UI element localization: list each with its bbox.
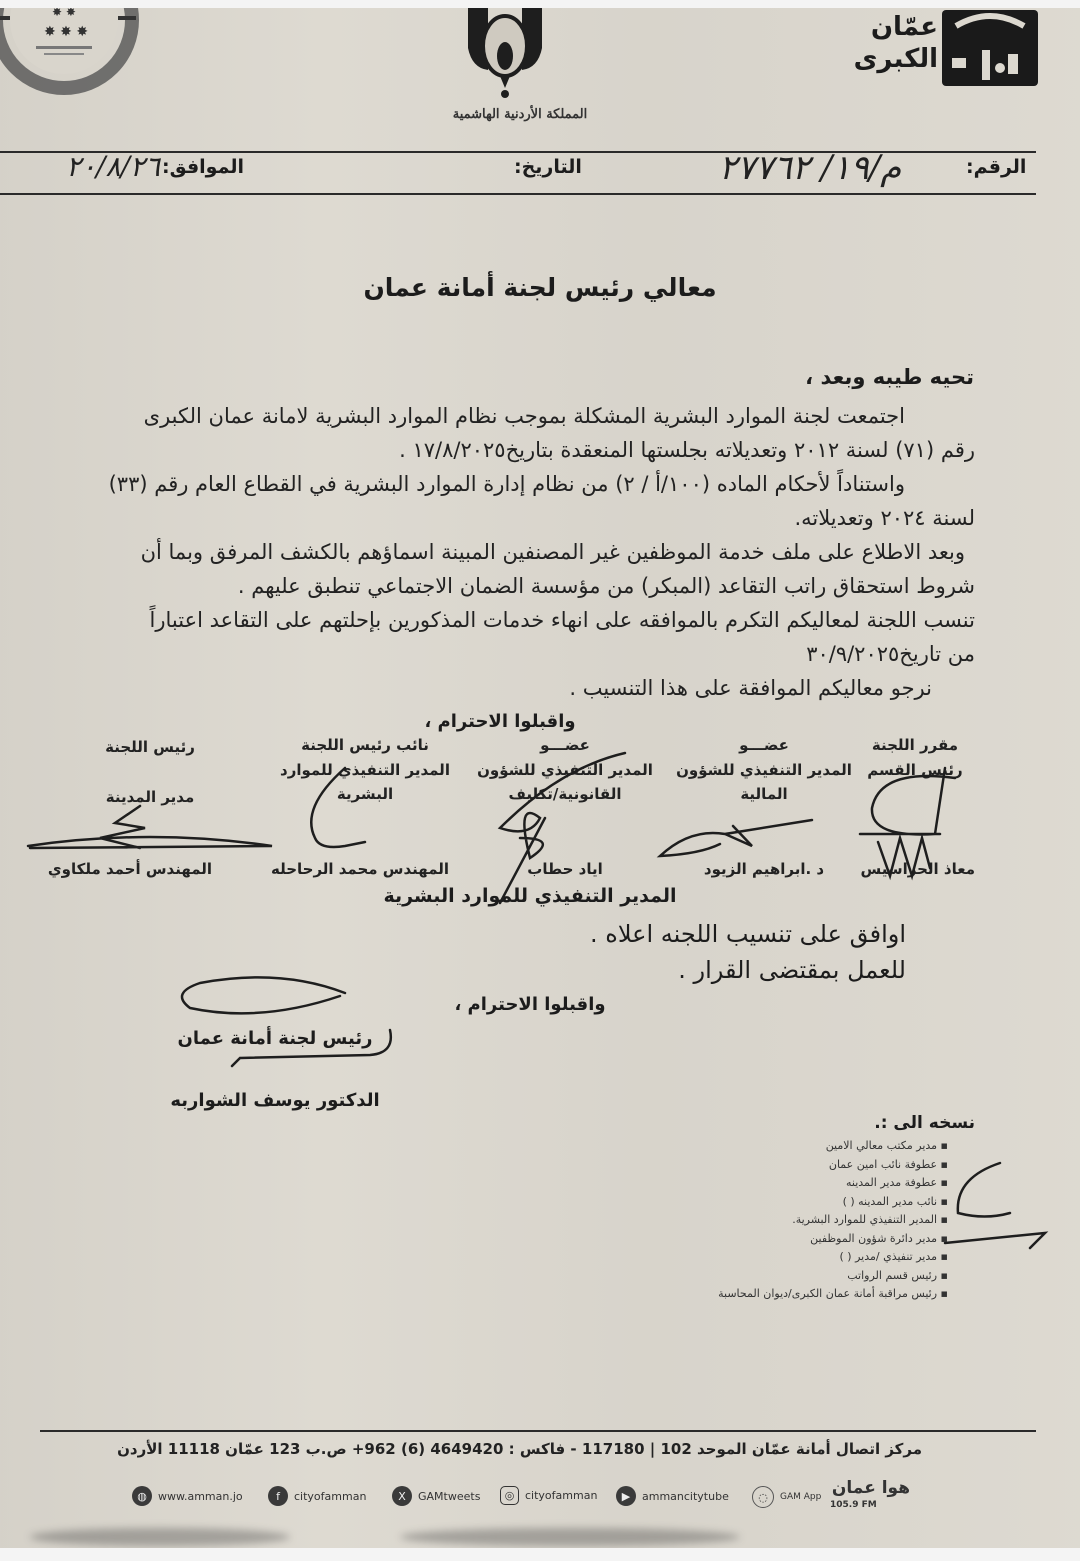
gam-logo <box>942 10 1038 86</box>
ref-number-value: م/١٩/ ٢٧٧٦٢ <box>718 148 902 188</box>
social-label: www.amman.jo <box>158 1489 243 1503</box>
signatory-1-name: معاذ الحراسيس <box>860 860 975 878</box>
logo-text-amman: عمّان <box>870 12 938 42</box>
social-instagram[interactable] <box>500 1486 597 1505</box>
copies-label: نسخه الى :. <box>874 1113 975 1133</box>
signature-4 <box>311 768 365 847</box>
social-label: ammancitytube <box>642 1489 729 1503</box>
x-icon: X <box>392 1486 412 1506</box>
signature-5 <box>28 806 272 848</box>
instagram-icon: ◎ <box>500 1486 519 1505</box>
body-line-6: شروط استحقاق راتب التقاعد (المبكر) من مؤسسة الضمان الاجتماعي تنطبق عليهم . <box>237 574 975 598</box>
signature-2 <box>660 820 812 856</box>
copies-list <box>718 1137 948 1304</box>
social-label: cityofamman <box>525 1489 598 1502</box>
ref-number-label: الرقم: <box>966 156 1027 178</box>
scan-smudge <box>400 1528 740 1546</box>
signatory-2-title-2: المالية <box>740 785 788 803</box>
signatory-4-title-1: المدير التنفيذي للموارد <box>280 761 450 779</box>
signature-approval <box>182 977 391 1066</box>
body-line-9: نرجو معاليكم الموافقة على هذا التنسيب . <box>569 676 932 700</box>
body-line-8: من تاريخ٣٠/٩/٢٠٢٥ <box>806 642 975 666</box>
scan-smudge <box>30 1528 290 1546</box>
signatory-5-title: مدير المدينة <box>105 788 195 806</box>
copies-item: ▪ مدير دائرة شؤون الموظفين <box>718 1230 948 1249</box>
youtube-icon: ▶ <box>616 1486 636 1506</box>
social-label: GAMtweets <box>418 1489 481 1503</box>
corresponding-date-label: الموافق: <box>162 156 244 178</box>
facebook-icon: f <box>268 1486 288 1506</box>
body-line-5: وبعد الاطلاع على ملف خدمة الموظفين غير المصنفين المبينة اسماؤهم بالكشف المرفق وبما أن <box>140 540 965 564</box>
signatory-2-title-1: المدير التنفيذي للشؤون <box>676 761 852 779</box>
signatory-5-role: رئيس اللجنة <box>105 738 195 756</box>
footer-rule <box>40 1430 1036 1432</box>
kingdom-emblem <box>462 8 548 108</box>
signatory-3-role: عضـــو <box>540 736 590 754</box>
approval-closing: واقبلوا الاحترام ، <box>454 994 606 1015</box>
radio-name: هوا عمان <box>831 1478 910 1498</box>
signatory-4-name: المهندس محمد الرحاحله <box>270 860 450 878</box>
signatory-1-role: مقرر اللجنة <box>871 736 959 754</box>
signatory-5-name: المهندس أحمد ملكاوي <box>47 860 213 878</box>
approval-signer-title: رئيس لجنة أمانة عمان <box>177 1028 373 1049</box>
corresponding-date-value: ٢٠/٨/٢٦ <box>65 150 160 183</box>
social-facebook[interactable] <box>268 1486 366 1506</box>
copies-item: ▪ رئيس قسم الرواتب <box>718 1267 948 1286</box>
closing-regards: واقبلوا الاحترام ، <box>424 711 576 732</box>
social-website[interactable] <box>132 1486 243 1506</box>
svg-text:✸ ✸ ✸: ✸ ✸ ✸ <box>44 24 89 40</box>
social-youtube[interactable] <box>616 1486 729 1506</box>
body-line-2: رقم (٧١) لسنة ٢٠١٢ وتعديلاته بجلستها المنعقدة بتاريخ١٧/٨/٢٠٢٥ . <box>399 438 975 462</box>
signatory-2-role: عضـــو <box>739 736 789 754</box>
app-icon: ◌ <box>752 1486 774 1508</box>
signatory-1-title: رئيس القسم <box>867 761 963 779</box>
signatory-3-name: اياد حطاب <box>527 860 603 878</box>
approval-line-1: اوافق على تنسيب اللجنه اعلاه . <box>589 920 906 948</box>
social-app[interactable] <box>752 1486 821 1508</box>
body-line-4: لسنة ٢٠٢٤ وتعديلاته. <box>794 506 975 530</box>
copies-item: ▪ مدير مكتب معالي الامين <box>718 1137 948 1156</box>
header-bottom-rule <box>0 193 1036 195</box>
copies-item: ▪ عطوفة مدير المدينه <box>718 1174 948 1193</box>
signatory-3-title-1: المدير التنفيذي للشؤون <box>477 761 653 779</box>
copies-item: ▪ عطوفة نائب امين عمان <box>718 1156 948 1175</box>
committee-footer-title: المدير التنفيذي للموارد البشرية <box>383 885 677 907</box>
copies-item: ▪ مدير تنفيذي /مدير ( ) <box>718 1248 948 1267</box>
signatory-3-title-2: القانونية/تكليف <box>508 785 622 803</box>
footer-contact-line: مركز اتصال أمانة عمّان الموحد 102 | 117180 - فاكس : 4649420 (6) 962+ ص.ب 123 عمّان 11118 الأردن <box>117 1440 922 1458</box>
globe-icon: ◍ <box>132 1486 152 1506</box>
date-label: التاريخ: <box>514 156 582 178</box>
signatory-4-role: نائب رئيس اللجنة <box>301 736 429 754</box>
seal-stamp <box>0 8 142 100</box>
emblem-caption: المملكة الأردنية الهاشمية <box>452 107 588 122</box>
approval-signer-name: الدكتور يوسف الشواربه <box>170 1090 380 1111</box>
social-label: GAM App <box>780 1492 822 1502</box>
signature-copies <box>945 1163 1045 1248</box>
copies-item: ▪ المدير التنفيذي للموارد البشرية. <box>718 1211 948 1230</box>
approval-line-2: للعمل بمقتضى القرار . <box>678 956 906 984</box>
logo-text-kubra: الكبرى <box>853 44 938 74</box>
social-x[interactable] <box>392 1486 480 1506</box>
signatory-2-name: د .ابراهيم الزيود <box>703 860 825 878</box>
body-line-3: واستناداً لأحكام الماده (١٠٠/أ / ٢) من نظام إدارة الموارد البشرية في القطاع العام رقم (٣٣) <box>108 472 905 496</box>
body-line-1: اجتمعت لجنة الموارد البشرية المشكلة بموجب نظام الموارد البشرية لامانة عمان الكبرى <box>143 404 905 428</box>
body-line-7: تنسب اللجنة لمعاليكم التكرم بالموافقه على انهاء خدمات المذكورين بإحلتهم على التقاعد اعتباراً <box>149 608 975 632</box>
radio-frequency: 105.9 FM <box>830 1500 877 1510</box>
addressee-heading: معالي رئيس لجنة أمانة عمان <box>363 273 717 302</box>
letter-page <box>0 8 1080 1548</box>
svg-text:✸ ✸: ✸ ✸ <box>52 8 76 19</box>
signatory-4-title-2: البشرية <box>336 785 394 803</box>
greeting: تحيه طيبه وبعد ، <box>805 365 974 389</box>
copies-item: ▪ نائب مدير المدينه ( ) <box>718 1193 948 1212</box>
copies-item: ▪ رئيس مراقبة أمانة عمان الكبرى/ديوان المحاسبة <box>718 1285 948 1304</box>
social-label: cityofamman <box>294 1489 367 1503</box>
